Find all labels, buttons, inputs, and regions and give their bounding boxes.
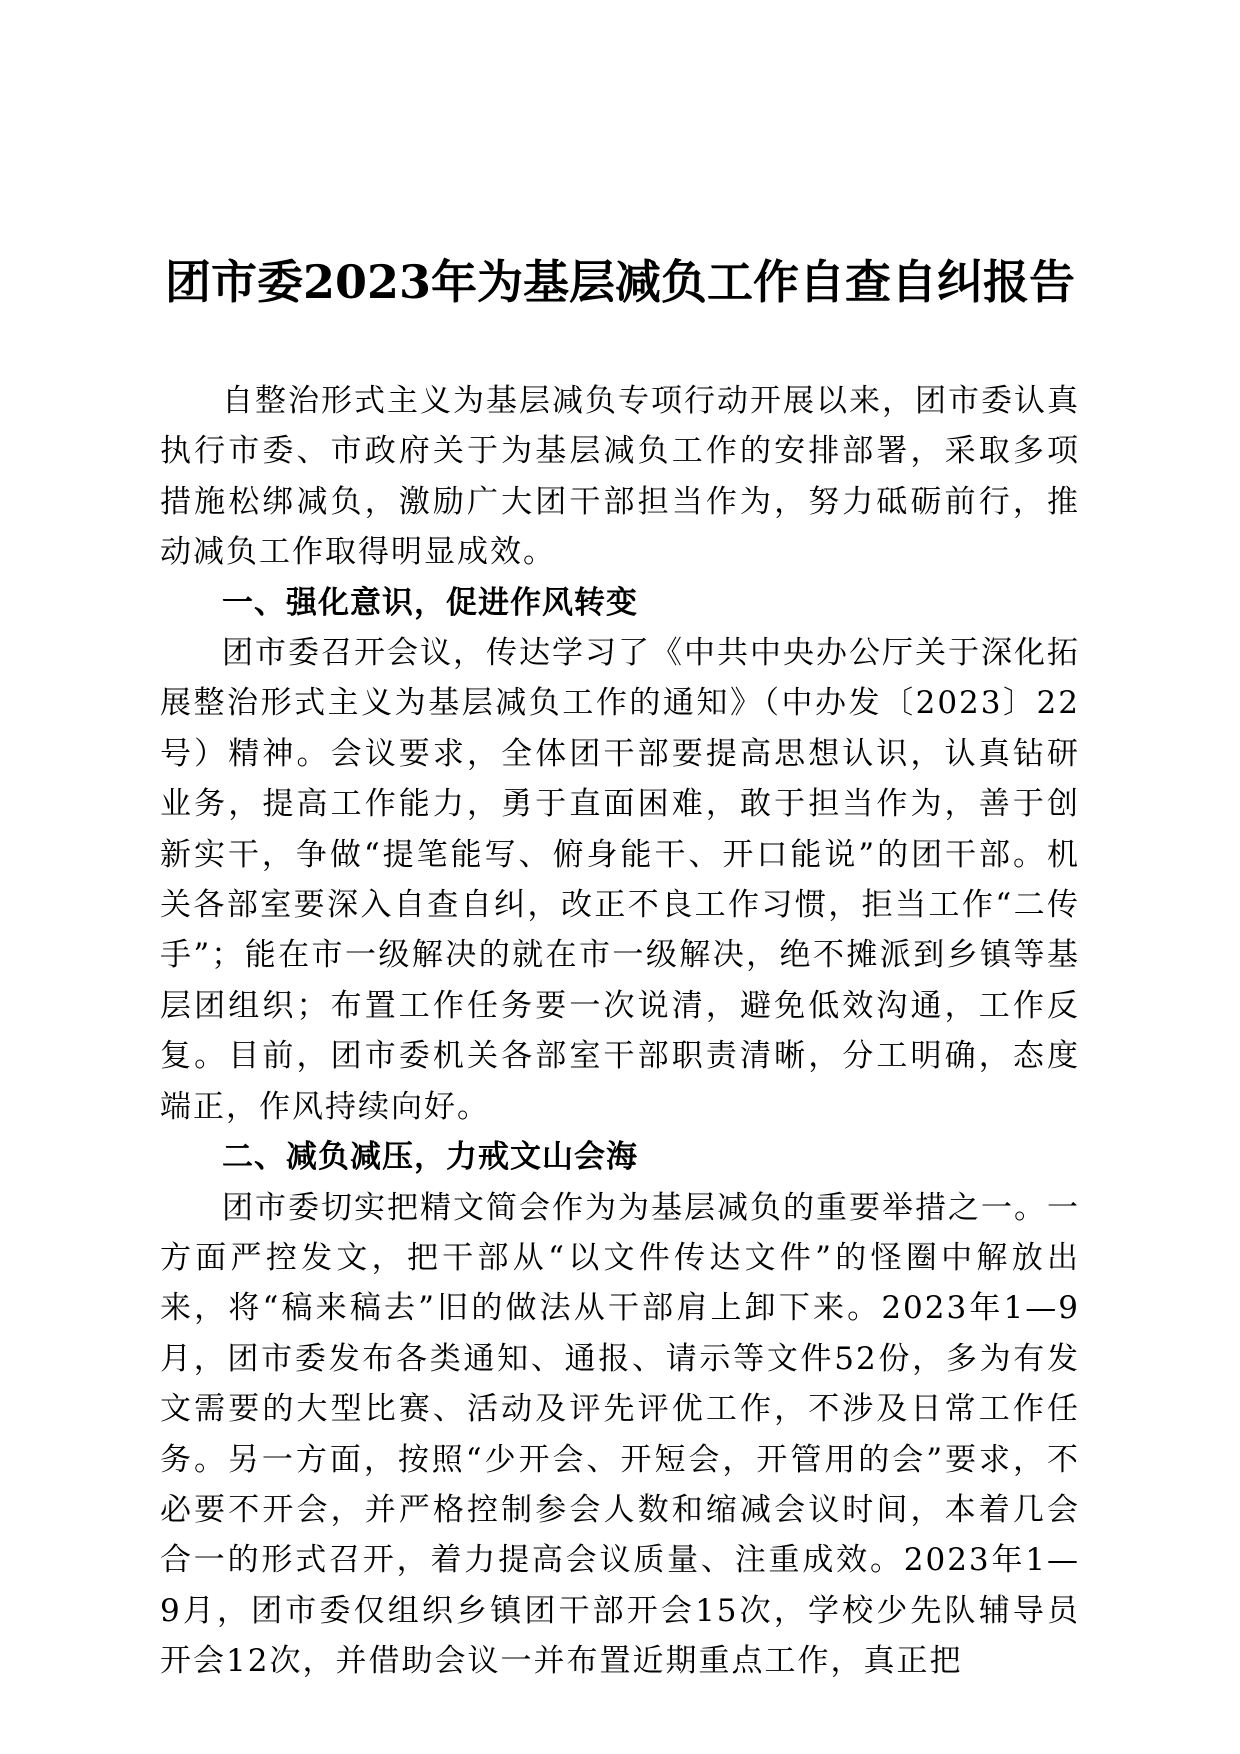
section-paragraph-2: 团市委切实把精文简会作为为基层减负的重要举措之一。一方面严控发文，把干部从“以文件传达文件”的怪圈中解放出来，将“稿来稿去”旧的做法从干部肩上卸下来。2023年1—9月，团市委发布各类通知、通报、请示等文件52份，多为有发文需要的大型比赛、活动及评先评优工作，不涉及日常工作任务。另一方面，按照“少开会、开短会，开管用的会”要求，不必要不开会，并严格控制参会人数和缩减会议时间，本着几会合一的形式召开，着力提高会议质量、注重成效。2023年1—9月，团市委仅组织乡镇团干部开会15次，学校少先队辅导员开会12次，并借助会议一并布置近期重点工作，真正把 (160, 1189, 1080, 1680)
document-body (160, 376, 1080, 1687)
section-heading-1: 一、强化意识，促进作风转变 (222, 584, 638, 621)
section-heading-2: 二、减负减压，力戒文山会海 (222, 1139, 638, 1176)
section-paragraph-1: 团市委召开会议，传达学习了《中共中央办公厅关于深化拓展整治形式主义为基层减负工作的通知》（中办发〔2023〕22号）精神。会议要求，全体团干部要提高思想认识，认真钻研业务，提高工作能力，勇于直面困难，敢于担当作为，善于创新实干，争做“提笔能写、俯身能干、开口能说”的团干部。机关各部室要深入自查自纠，改正不良工作习惯，拒当工作“二传手”；能在市一级解决的就在市一级解决，绝不摊派到乡镇等基层团组织；布置工作任务要一次说清，避免低效沟通，工作反复。目前，团市委机关各部室干部职责清晰，分工明确，态度端正，作风持续向好。 (160, 635, 1080, 1125)
document-title: 团市委2023年为基层减负工作自查自纠报告 (164, 255, 1076, 309)
intro-paragraph: 自整治形式主义为基层减负专项行动开展以来，团市委认真执行市委、市政府关于为基层减负工作的安排部署，采取多项措施松绑减负，激励广大团干部担当作为，努力砥砺前行，推动减负工作取得明显成效。 (160, 383, 1080, 571)
